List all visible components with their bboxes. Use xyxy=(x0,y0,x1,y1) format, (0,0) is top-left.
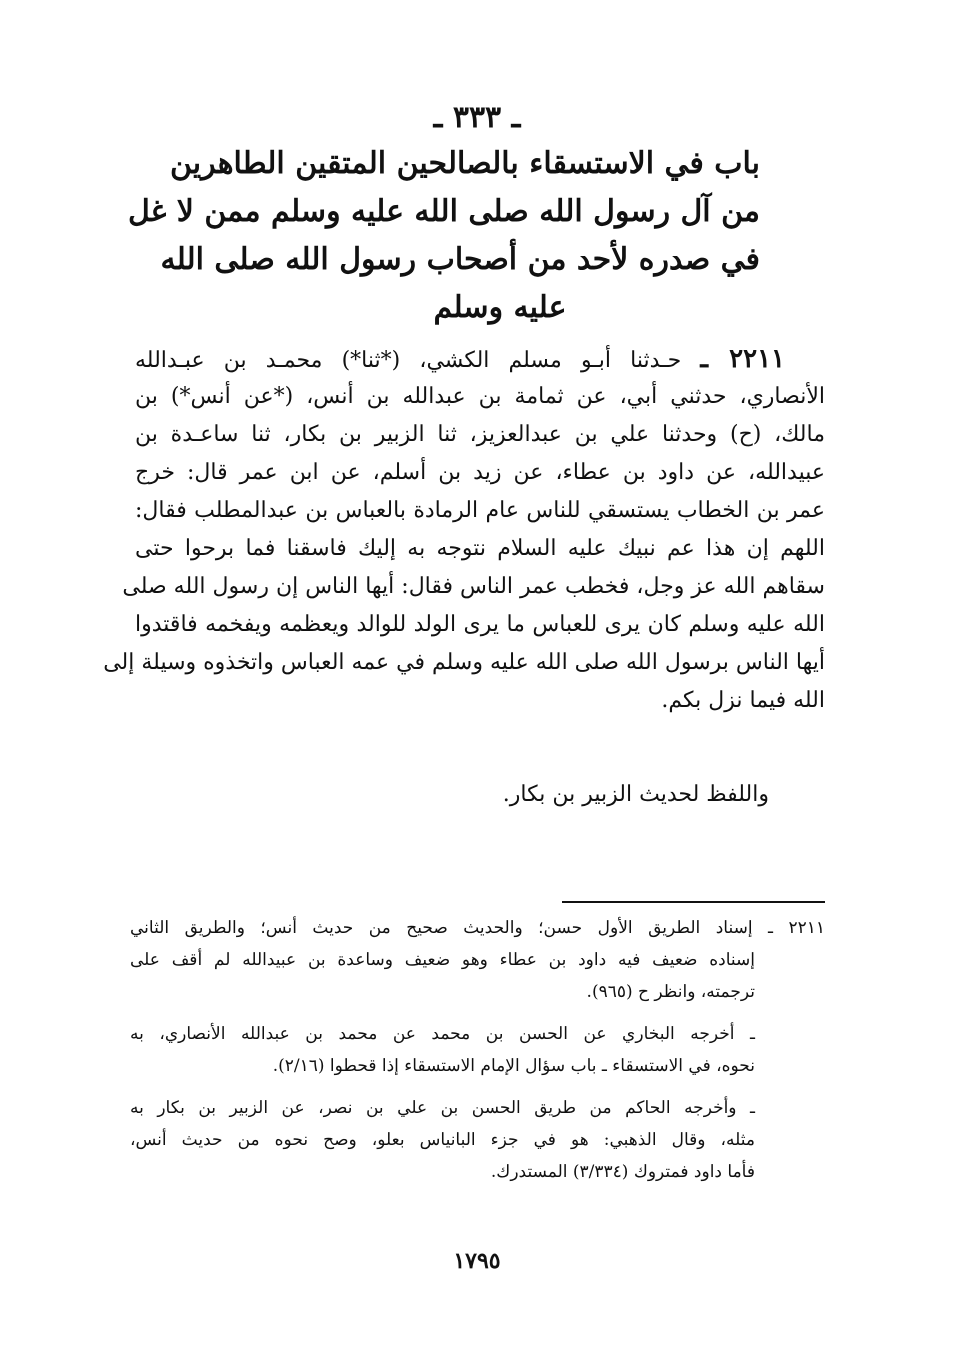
hadith-line: عبيدالله، عن داود بن عطاء، عن زيد بن أسلم، عن ابن عمر قال: خرج xyxy=(135,460,825,485)
page-number: ١٧٩٥ xyxy=(453,1248,501,1274)
footnote-line: ترجمته، وانظر ح (٩٦٥). xyxy=(586,982,755,1002)
footnote-line: إسناده ضعيف فيه داود بن عطاء وهو ضعيف وساعدة بن عبيدالله لم أقف على xyxy=(130,950,755,970)
chapter-title-line: عليه وسلم xyxy=(433,290,567,325)
hadith-line: الله عليه وسلم كان يرى للعباس ما يرى الولد للوالد ويعظمه ويفخمه فاقتدوا xyxy=(135,612,825,637)
footnote xyxy=(130,1092,825,1188)
hadith-line: سقاهم الله عز وجل، فخطب عمر الناس فقال: أيها الناس إن رسول الله صلى xyxy=(122,574,825,599)
footnote-line: مثله، وقال الذهبي: هو في جزء البانياس بعلو، وصح نحوه من حديث أنس، xyxy=(130,1130,755,1150)
hadith-closing-note: واللفظ لحديث الزبير بن بكار. xyxy=(502,782,769,807)
chapter-title xyxy=(127,140,760,332)
hadith-text xyxy=(103,340,825,720)
section-number: ـ ٣٣٣ ـ xyxy=(433,100,521,135)
chapter-title-line: من آل رسول الله صلى الله عليه وسلم ممن لا غل xyxy=(127,194,760,229)
footnotes xyxy=(130,912,825,1198)
footnote-line: ٢٢١١ ـ إسناد الطريق الأول حسن؛ والحديث صحيح من حديث أنس؛ والطريق الثاني xyxy=(130,918,825,938)
footnote-line: ـ أخرجه البخاري عن الحسن بن محمد عن محمد بن عبدالله الأنصاري، به xyxy=(130,1024,755,1044)
chapter-title-line: باب في الاستسقاء بالصالحين المتقين الطاهرين xyxy=(169,146,760,181)
hadith-line: مالك، (ح) وحدثنا علي بن عبدالعزيز، ثنا الزبير بن بكار، ثنا ساعـدة بن xyxy=(135,422,825,447)
hadith-line-text: حـدثنا أبـو مسلم الكشي، (*ثنا*) محمـد بن عبـدالله xyxy=(135,348,682,373)
hadith-number: ٢٢١١ ـ xyxy=(700,344,786,374)
footnote-line: ـ وأخرجه الحاكم من طريق الحسن بن علي بن نصر، عن الزبير بن بكار به xyxy=(130,1098,755,1118)
hadith-line: اللهم إن هذا عم نبيك عليه السلام نتوجه به إليك فاسقنا فما برحوا حتى xyxy=(135,536,825,561)
hadith-line: الله فيما نزل بكم. xyxy=(661,688,825,713)
hadith-line: عمر بن الخطاب يستسقي للناس عام الرمادة بالعباس بن عبدالمطلب فقال: xyxy=(135,498,825,523)
footnote xyxy=(130,1018,825,1082)
footnote-line: فأما داود فمتروك (٣/٣٣٤) المستدرك. xyxy=(490,1162,755,1182)
chapter-title-line: في صدره لأحد من أصحاب رسول الله صلى الله xyxy=(160,242,760,277)
footnote xyxy=(130,912,825,1008)
hadith-line: أيها الناس برسول الله صلى الله عليه وسلم في عمه العباس واتخذوه وسيلة إلى xyxy=(103,650,825,675)
footnote-divider xyxy=(562,901,825,903)
hadith-line xyxy=(135,340,825,378)
footnote-line: نحوه، في الاستسقاء ـ باب سؤال الإمام الاستسقاء إذا قحطوا (٢/١٦). xyxy=(272,1056,755,1076)
hadith-line: الأنصاري، حدثني أبي، عن ثمامة بن عبدالله بن أنس، (*عن أنس*) بن xyxy=(135,384,825,409)
